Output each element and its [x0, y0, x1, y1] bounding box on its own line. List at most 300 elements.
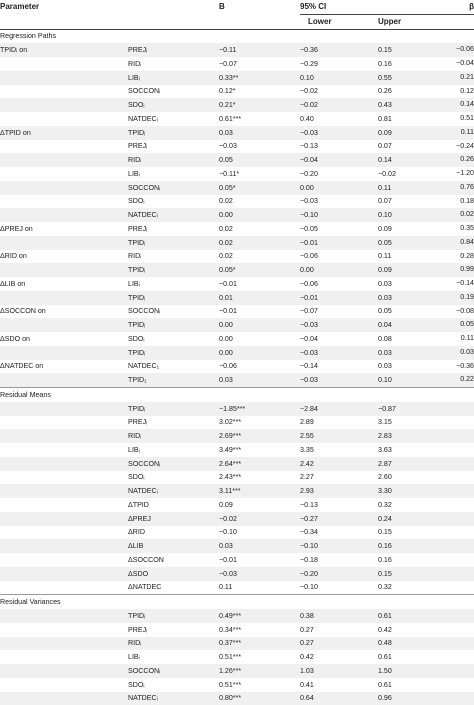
row-ci-upper — [378, 512, 474, 526]
row-beta: 0.02 — [460, 208, 474, 222]
row-predictor: NATDECᵢ — [128, 208, 219, 222]
table-row — [0, 236, 474, 250]
row-ci-upper-text: −0.87 — [378, 405, 396, 413]
row-ci-upper — [378, 112, 474, 126]
row-ci-upper-text: 0.03 — [378, 294, 392, 302]
row-b-value: 0.00 — [219, 318, 300, 332]
row-b-value: 3.02*** — [219, 416, 300, 430]
row-b-value: 0.05 — [219, 153, 300, 167]
row-ci-upper — [378, 402, 474, 416]
row-b-value: 0.02 — [219, 195, 300, 209]
row-ci-upper-text: 0.26 — [378, 87, 392, 95]
row-ci-upper-text: 0.04 — [378, 321, 392, 329]
row-parameter — [0, 153, 128, 167]
table-row — [0, 126, 474, 140]
row-ci-upper — [378, 581, 474, 595]
row-ci-upper-text: 3.63 — [378, 446, 392, 454]
row-ci-upper — [378, 222, 474, 236]
row-ci-lower: −0.34 — [300, 526, 378, 540]
row-parameter: ΔLIB on — [0, 277, 128, 291]
row-ci-lower: −0.36 — [300, 43, 378, 57]
row-parameter: ΔSDO on — [0, 332, 128, 346]
row-parameter — [0, 195, 128, 209]
row-b-value: 0.34*** — [219, 623, 300, 637]
row-predictor: LIBᵢ — [128, 443, 219, 457]
row-ci-upper — [378, 443, 474, 457]
row-predictor: TPIDᵢ — [128, 609, 219, 623]
row-b-value: 0.21* — [219, 98, 300, 112]
row-predictor: SOCCONᵢ — [128, 181, 219, 195]
row-ci-upper — [378, 609, 474, 623]
row-ci-upper-text: 0.81 — [378, 115, 392, 123]
row-b-value: 0.37*** — [219, 637, 300, 651]
row-ci-lower: 1.03 — [300, 664, 378, 678]
row-ci-upper-text: 3.15 — [378, 418, 392, 426]
row-parameter — [0, 443, 128, 457]
section-title: Residual Variances — [0, 595, 474, 609]
table-row — [0, 318, 474, 332]
row-b-value: 0.61*** — [219, 112, 300, 126]
table-row — [0, 208, 474, 222]
row-predictor: TPIDᵢ — [128, 318, 219, 332]
row-ci-upper-text: 0.16 — [378, 542, 392, 550]
row-beta: 0.35 — [460, 222, 474, 236]
row-parameter — [0, 609, 128, 623]
row-ci-upper — [378, 498, 474, 512]
table-row — [0, 332, 474, 346]
row-parameter — [0, 664, 128, 678]
row-ci-upper — [378, 526, 474, 540]
row-b-value: −1.85*** — [219, 402, 300, 416]
row-ci-upper-text: 0.96 — [378, 694, 392, 702]
row-ci-upper — [378, 250, 474, 264]
row-ci-lower: −0.01 — [300, 291, 378, 305]
row-b-value: 0.49*** — [219, 609, 300, 623]
row-ci-upper-text: 3.30 — [378, 487, 392, 495]
row-ci-lower: 0.10 — [300, 71, 378, 85]
row-parameter: TPIDᵢ on — [0, 43, 128, 57]
row-parameter — [0, 637, 128, 651]
row-parameter — [0, 553, 128, 567]
row-b-value: 0.02 — [219, 250, 300, 264]
header-b: B — [219, 0, 300, 14]
table-row — [0, 498, 474, 512]
row-ci-upper — [378, 43, 474, 57]
row-ci-lower: −0.10 — [300, 208, 378, 222]
row-ci-upper — [378, 637, 474, 651]
row-ci-lower: −0.13 — [300, 140, 378, 154]
row-ci-upper-text: 2.83 — [378, 432, 392, 440]
row-ci-upper — [378, 98, 474, 112]
subheader-row — [0, 14, 474, 29]
table-row — [0, 664, 474, 678]
row-ci-upper-text: 0.16 — [378, 556, 392, 564]
table-row — [0, 416, 474, 430]
row-ci-lower: 0.41 — [300, 678, 378, 692]
row-ci-upper-text: 0.09 — [378, 266, 392, 274]
row-ci-upper-text: 0.09 — [378, 225, 392, 233]
header-row — [0, 0, 474, 14]
header-ci: 95% CI — [300, 0, 378, 14]
row-b-value: 0.33** — [219, 71, 300, 85]
table-row — [0, 637, 474, 651]
row-beta: 0.05 — [460, 318, 474, 332]
table-row — [0, 526, 474, 540]
row-ci-lower: −0.10 — [300, 581, 378, 595]
row-parameter — [0, 140, 128, 154]
table-row — [0, 250, 474, 264]
row-parameter — [0, 567, 128, 581]
row-ci-lower: −0.02 — [300, 85, 378, 99]
row-ci-lower: −0.03 — [300, 373, 378, 387]
row-parameter: ΔTPID on — [0, 126, 128, 140]
row-b-value: −0.03 — [219, 567, 300, 581]
row-parameter — [0, 57, 128, 71]
row-parameter — [0, 539, 128, 553]
row-predictor: ΔPREJ — [128, 512, 219, 526]
row-parameter — [0, 457, 128, 471]
table-row — [0, 305, 474, 319]
table-row — [0, 346, 474, 360]
row-ci-upper-text: 0.03 — [378, 280, 392, 288]
row-predictor: TPIDᵢ — [128, 126, 219, 140]
row-ci-upper — [378, 360, 474, 374]
row-parameter — [0, 678, 128, 692]
table-row — [0, 222, 474, 236]
row-b-value: −0.11* — [219, 167, 300, 181]
row-ci-lower: −0.03 — [300, 318, 378, 332]
row-b-value: 0.00 — [219, 332, 300, 346]
row-b-value: 0.03 — [219, 373, 300, 387]
row-b-value: 0.03 — [219, 539, 300, 553]
row-ci-upper — [378, 567, 474, 581]
row-parameter — [0, 692, 128, 705]
row-parameter — [0, 498, 128, 512]
row-parameter — [0, 208, 128, 222]
row-parameter — [0, 416, 128, 430]
row-predictor: SDOᵢ — [128, 471, 219, 485]
table-row — [0, 443, 474, 457]
row-ci-upper-text: 0.48 — [378, 639, 392, 647]
row-ci-upper-text: 0.32 — [378, 501, 392, 509]
table-row — [0, 471, 474, 485]
row-ci-lower: −0.18 — [300, 553, 378, 567]
table-row — [0, 167, 474, 181]
row-ci-upper — [378, 167, 474, 181]
row-ci-lower: 2.42 — [300, 457, 378, 471]
row-ci-lower: −0.03 — [300, 126, 378, 140]
row-ci-upper-text: 0.11 — [378, 184, 391, 192]
row-ci-upper — [378, 153, 474, 167]
section-title: Residual Means — [0, 388, 474, 402]
row-ci-upper-text: 0.16 — [378, 60, 392, 68]
row-parameter — [0, 471, 128, 485]
row-ci-lower: −0.13 — [300, 498, 378, 512]
row-ci-upper — [378, 318, 474, 332]
row-b-value: −0.06 — [219, 360, 300, 374]
row-b-value: 0.00 — [219, 346, 300, 360]
row-ci-upper — [378, 664, 474, 678]
row-beta: −0.36 — [456, 360, 474, 374]
row-ci-upper-text: 0.61 — [378, 653, 392, 661]
row-ci-upper-text: 0.55 — [378, 74, 392, 82]
row-predictor: TPIDᵢ — [128, 402, 219, 416]
row-ci-lower: −0.05 — [300, 222, 378, 236]
row-parameter: ΔRID on — [0, 250, 128, 264]
row-predictor: LIBᵢ — [128, 277, 219, 291]
row-ci-lower: 0.64 — [300, 692, 378, 705]
row-b-value: 0.01 — [219, 291, 300, 305]
row-predictor: SDOᵢ — [128, 332, 219, 346]
row-ci-lower: 3.35 — [300, 443, 378, 457]
row-ci-upper-text: 0.14 — [378, 156, 392, 164]
table-row — [0, 623, 474, 637]
row-ci-upper — [378, 291, 474, 305]
row-beta: 0.12 — [460, 85, 474, 99]
row-ci-upper-text: 0.42 — [378, 626, 392, 634]
row-ci-lower: −0.03 — [300, 346, 378, 360]
row-ci-lower: 2.55 — [300, 429, 378, 443]
row-b-value: 0.02 — [219, 236, 300, 250]
row-parameter — [0, 318, 128, 332]
row-b-value: 0.05* — [219, 263, 300, 277]
row-predictor: TPIDᵢ — [128, 346, 219, 360]
row-parameter — [0, 373, 128, 387]
row-ci-upper — [378, 57, 474, 71]
row-beta: 0.26 — [460, 153, 474, 167]
row-ci-lower: −0.04 — [300, 153, 378, 167]
row-beta: 0.18 — [460, 195, 474, 209]
row-predictor: SDOᵢ — [128, 678, 219, 692]
row-ci-upper — [378, 457, 474, 471]
row-ci-upper-text: 0.24 — [378, 515, 392, 523]
row-b-value: −0.02 — [219, 512, 300, 526]
row-parameter — [0, 263, 128, 277]
row-parameter — [0, 512, 128, 526]
row-ci-lower: −0.03 — [300, 195, 378, 209]
row-predictor: LIBᵢ — [128, 71, 219, 85]
row-ci-upper — [378, 277, 474, 291]
row-beta: 0.11 — [461, 126, 474, 140]
table-row — [0, 112, 474, 126]
table-row — [0, 678, 474, 692]
table-row — [0, 71, 474, 85]
row-predictor: PREJᵢ — [128, 623, 219, 637]
row-ci-upper-text: 0.43 — [378, 101, 392, 109]
row-beta: 0.14 — [460, 98, 474, 112]
row-b-value: 0.11 — [219, 581, 300, 595]
row-b-value: 0.03 — [219, 126, 300, 140]
row-ci-upper-text: 0.10 — [378, 211, 392, 219]
row-beta: −0.24 — [456, 140, 474, 154]
row-ci-upper-text: 0.03 — [378, 349, 392, 357]
table-row — [0, 553, 474, 567]
row-ci-upper — [378, 208, 474, 222]
section-header-row — [0, 595, 474, 609]
row-ci-upper — [378, 650, 474, 664]
row-b-value: 0.00 — [219, 208, 300, 222]
row-ci-upper-text: 0.10 — [378, 376, 392, 384]
row-ci-upper-text: 1.50 — [378, 667, 392, 675]
header-parameter: Parameter — [0, 0, 128, 14]
row-parameter — [0, 71, 128, 85]
table-row — [0, 567, 474, 581]
row-predictor: ΔTPID — [128, 498, 219, 512]
row-beta: −0.14 — [456, 277, 474, 291]
row-ci-upper — [378, 484, 474, 498]
table-row — [0, 650, 474, 664]
row-parameter — [0, 484, 128, 498]
row-b-value: 0.80*** — [219, 692, 300, 705]
row-predictor: ΔNATDEC — [128, 581, 219, 595]
row-parameter — [0, 98, 128, 112]
row-b-value: 0.12* — [219, 85, 300, 99]
row-ci-lower: −2.84 — [300, 402, 378, 416]
row-predictor: PREJᵢ — [128, 222, 219, 236]
header-upper: Upper — [378, 14, 474, 29]
table-row — [0, 539, 474, 553]
row-ci-lower: 2.93 — [300, 484, 378, 498]
row-ci-upper — [378, 416, 474, 430]
table-row — [0, 484, 474, 498]
row-parameter — [0, 346, 128, 360]
row-ci-upper — [378, 140, 474, 154]
row-predictor: ΔLIB — [128, 539, 219, 553]
header-lower: Lower — [300, 14, 378, 29]
row-predictor: ΔSOCCON — [128, 553, 219, 567]
row-beta: 0.76 — [460, 181, 474, 195]
row-parameter — [0, 526, 128, 540]
row-ci-lower: 2.27 — [300, 471, 378, 485]
row-b-value: −0.03 — [219, 140, 300, 154]
row-beta: 0.84 — [460, 236, 474, 250]
row-ci-lower: −0.02 — [300, 98, 378, 112]
row-b-value: 2.43*** — [219, 471, 300, 485]
row-ci-upper — [378, 195, 474, 209]
row-b-value: 0.09 — [219, 498, 300, 512]
row-beta: −0.04 — [456, 57, 474, 71]
row-beta: 0.11 — [461, 332, 474, 346]
row-ci-lower: −0.27 — [300, 512, 378, 526]
row-parameter — [0, 650, 128, 664]
row-ci-lower: 0.40 — [300, 112, 378, 126]
row-ci-upper-text: 0.32 — [378, 583, 392, 591]
row-ci-upper-text: −0.02 — [378, 170, 396, 178]
table-row — [0, 85, 474, 99]
row-predictor: ΔRID — [128, 526, 219, 540]
row-ci-upper — [378, 692, 474, 705]
row-predictor: RIDᵢ — [128, 153, 219, 167]
row-ci-lower: 0.42 — [300, 650, 378, 664]
row-b-value: 0.51*** — [219, 650, 300, 664]
row-predictor: SOCCONᵢ — [128, 664, 219, 678]
row-ci-lower: −0.10 — [300, 539, 378, 553]
row-ci-upper — [378, 305, 474, 319]
row-ci-upper — [378, 85, 474, 99]
row-predictor: SDOᵢ — [128, 195, 219, 209]
row-ci-upper — [378, 263, 474, 277]
row-ci-lower: −0.06 — [300, 277, 378, 291]
table-row — [0, 581, 474, 595]
row-ci-upper — [378, 126, 474, 140]
row-b-value: 2.69*** — [219, 429, 300, 443]
row-predictor: NATDECᵢ — [128, 484, 219, 498]
table-row — [0, 195, 474, 209]
row-ci-upper-text: 0.61 — [378, 612, 392, 620]
table-row — [0, 429, 474, 443]
row-predictor: NATDECᵢ — [128, 112, 219, 126]
table-row — [0, 402, 474, 416]
table-row — [0, 153, 474, 167]
row-beta: 0.03 — [460, 346, 474, 360]
row-ci-lower: −0.01 — [300, 236, 378, 250]
row-parameter — [0, 623, 128, 637]
row-ci-upper-text: 0.61 — [378, 681, 392, 689]
row-predictor: PREJᵢ — [128, 140, 219, 154]
header-beta: β — [378, 0, 474, 14]
row-ci-upper — [378, 623, 474, 637]
row-ci-lower: −0.20 — [300, 167, 378, 181]
row-predictor: SOCCONᵢ — [128, 305, 219, 319]
table-row — [0, 512, 474, 526]
row-b-value: −0.11 — [219, 43, 300, 57]
row-predictor: RIDᵢ — [128, 637, 219, 651]
row-predictor: ΔSDO — [128, 567, 219, 581]
row-beta: 0.51 — [460, 112, 474, 126]
table-row — [0, 140, 474, 154]
row-predictor: NATDECᵢ — [128, 692, 219, 705]
row-ci-upper — [378, 181, 474, 195]
row-ci-upper-text: 0.15 — [378, 528, 392, 536]
table-row — [0, 277, 474, 291]
row-ci-upper — [378, 332, 474, 346]
row-ci-lower: −0.07 — [300, 305, 378, 319]
row-parameter: ΔSOCCON on — [0, 305, 128, 319]
section-title: Regression Paths — [0, 29, 474, 43]
row-ci-lower: 0.27 — [300, 623, 378, 637]
row-ci-upper-text: 0.15 — [378, 570, 392, 578]
table-row — [0, 609, 474, 623]
row-ci-upper-text: 0.07 — [378, 197, 392, 205]
row-ci-upper-text: 2.60 — [378, 473, 392, 481]
row-predictor: TPIDᵢ — [128, 263, 219, 277]
row-b-value: 3.49*** — [219, 443, 300, 457]
row-ci-upper-text: 0.15 — [378, 46, 392, 54]
row-ci-upper — [378, 429, 474, 443]
row-parameter — [0, 85, 128, 99]
row-ci-upper — [378, 539, 474, 553]
row-ci-upper-text: 0.11 — [378, 252, 391, 260]
row-ci-lower: 0.27 — [300, 637, 378, 651]
row-ci-upper — [378, 678, 474, 692]
table-row — [0, 291, 474, 305]
row-ci-lower: −0.29 — [300, 57, 378, 71]
table-body — [0, 29, 474, 705]
row-ci-lower: 0.00 — [300, 181, 378, 195]
row-ci-upper-text: 0.05 — [378, 239, 392, 247]
row-beta: 0.19 — [460, 291, 474, 305]
row-ci-lower: 2.89 — [300, 416, 378, 430]
table-row — [0, 181, 474, 195]
table-row — [0, 457, 474, 471]
row-predictor: PREJᵢ — [128, 416, 219, 430]
row-parameter: ΔPREJ on — [0, 222, 128, 236]
row-predictor: TPID₁ — [128, 373, 219, 387]
table-row — [0, 373, 474, 387]
row-ci-upper — [378, 373, 474, 387]
row-parameter — [0, 181, 128, 195]
row-b-value: 1.26*** — [219, 664, 300, 678]
